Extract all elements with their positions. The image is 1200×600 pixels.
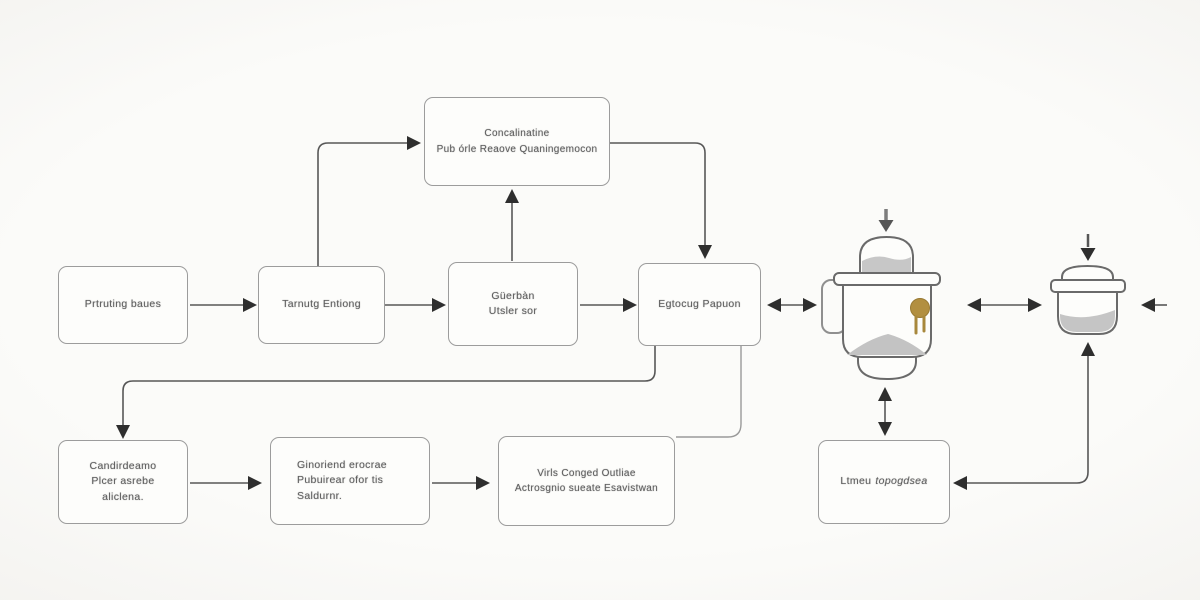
node-label-line: [840, 474, 927, 490]
node-guerban: [448, 262, 578, 346]
node-label-line: Utsler sor: [488, 305, 538, 317]
node-label-word: Ltmeu: [840, 475, 872, 488]
arrow-tarnutg-to-concalinatine: [318, 136, 421, 266]
node-ginoriend: [270, 437, 430, 525]
node-label-line: aliclena.: [102, 490, 144, 503]
node-label-line: Güerbàn: [491, 289, 535, 302]
node-label-line: Candirdeamo: [89, 459, 157, 472]
node-virls: [498, 436, 675, 526]
arrow-concalinatine-to-egtocug: [610, 143, 712, 259]
node-label-line: Plcer asrebe: [91, 475, 155, 488]
arrow-egtocug-vessel-bidirectional: [767, 298, 817, 312]
arrow-egtocug-to-candirdeamo: [116, 346, 655, 439]
arrow-guerban-to-concalinatine: [505, 189, 519, 261]
node-label-line: Ginoriend erocrae: [297, 458, 387, 471]
node-ltmeu: [818, 440, 950, 524]
fermentation-vessel-icon: [822, 209, 940, 379]
pot-lid: [1062, 266, 1113, 281]
node-label-line: Pub órle Reaove Quaningemocon: [436, 143, 598, 155]
vessel-gold-bag: [911, 299, 930, 318]
arrow-prtruting-to-tarnutg: [190, 298, 257, 312]
node-egtocug: [638, 263, 761, 346]
lidded-pot-icon: [1051, 234, 1125, 334]
connector-egtocug-to-virls: [676, 346, 741, 437]
arrow-ltmeu-pot-bidirectional: [953, 342, 1095, 490]
node-label-line: Virls Conged Outliae: [537, 467, 636, 479]
node-concalinatine: [424, 97, 610, 186]
node-candirdeamo: [58, 440, 188, 524]
node-prtruting: [58, 266, 188, 344]
arrow-ginoriend-to-virls: [432, 476, 490, 490]
node-label-line: Concalinatine: [484, 128, 550, 139]
vessel-base: [858, 357, 916, 379]
node-label-line: Tarnutg Entiong: [282, 298, 361, 311]
node-label-line: Egtocug Papuon: [658, 297, 741, 310]
vessel-inlet-down-arrow-icon: [879, 209, 894, 232]
pot-inlet-down-arrow-icon: [1081, 234, 1096, 261]
arrow-guerban-to-egtocug: [580, 298, 637, 312]
arrow-vessel-pot-bidirectional: [967, 298, 1042, 312]
vessel-lid-rim: [834, 273, 940, 285]
node-label-line: Pubuirear ofor tis: [297, 474, 384, 487]
arrow-right-edge-into-pot: [1141, 298, 1167, 312]
node-label-word: topogdsea: [875, 475, 928, 488]
arrow-candirdeamo-to-ginoriend: [190, 476, 262, 490]
node-label-line: Saldurnr.: [297, 489, 343, 502]
arrow-vessel-ltmeu-bidirectional: [878, 387, 892, 436]
node-tarnutg: [258, 266, 385, 344]
arrow-tarnutg-to-guerban: [385, 298, 446, 312]
node-label-line: Prtruting baues: [84, 298, 162, 311]
pot-rim: [1051, 280, 1125, 292]
node-label-line: Actrosgnio sueate Esavistwan: [514, 483, 659, 494]
